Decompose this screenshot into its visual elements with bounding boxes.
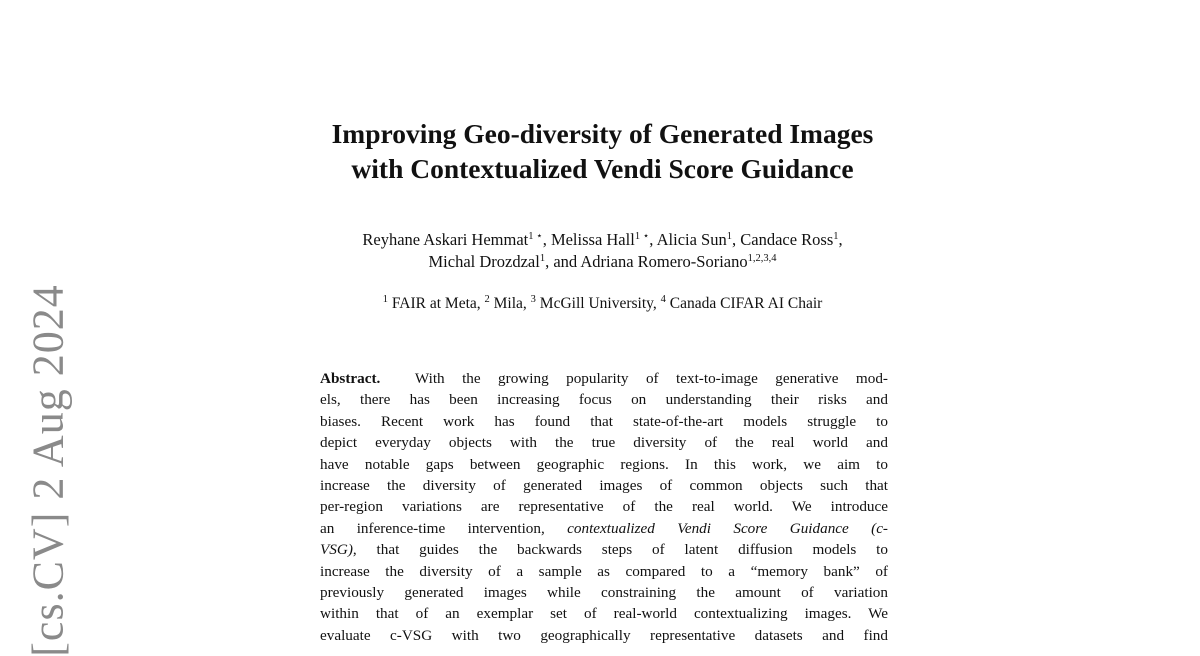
abstract-line: biases. Recent work has found that state-of-the-art models struggle to bbox=[320, 412, 888, 430]
abstract-line: previously generated images while constraining the amount of variation bbox=[320, 583, 888, 601]
title-line-1: Improving Geo-diversity of Generated Images bbox=[331, 118, 874, 149]
author-name: Reyhane Askari Hemmat bbox=[362, 230, 529, 249]
author-name: Michal Drozdzal bbox=[428, 252, 540, 271]
author-affiliation-mark: 1 bbox=[539, 253, 546, 264]
author-name: Adriana Romero-Soriano bbox=[580, 252, 748, 271]
abstract-line: increase the diversity of a sample as compared to a “memory bank” of bbox=[320, 562, 888, 580]
abstract-line: increase the diversity of generated images of common objects such that bbox=[320, 476, 888, 494]
affiliation-number: 3 bbox=[530, 294, 536, 305]
abstract-line bbox=[320, 539, 888, 560]
abstract-line: within that of an exemplar set of real-world contextualizing images. We bbox=[320, 605, 888, 623]
affiliation-name: McGill University, bbox=[535, 295, 661, 312]
affiliation-number: 1 bbox=[382, 294, 388, 305]
abstract-line: have notable gaps between geographic regions. In this work, we aim to bbox=[320, 455, 888, 473]
affiliations bbox=[240, 294, 965, 314]
author-line-1 bbox=[240, 229, 965, 251]
abstract bbox=[320, 368, 888, 646]
abstract-line bbox=[320, 368, 888, 389]
author-separator: , and bbox=[545, 252, 581, 271]
author-affiliation-mark: 1 ⋆ bbox=[528, 231, 543, 242]
abstract-text: With the growing popularity of text-to-image generative mod- bbox=[414, 370, 888, 387]
author-affiliation-mark: 1 bbox=[726, 231, 732, 242]
author-name: Alicia Sun bbox=[656, 230, 727, 249]
author-separator: , bbox=[838, 230, 843, 249]
author-separator: , bbox=[542, 230, 551, 249]
abstract-line: evaluate c-VSG with two geographically representative datasets and find bbox=[320, 626, 888, 644]
author-list bbox=[240, 229, 965, 273]
author-affiliation-mark: 1 bbox=[833, 231, 839, 242]
title-line-2: with Contextualized Vendi Score Guidance bbox=[351, 153, 854, 184]
method-name-italic: contextualized Vendi Score Guidance (c- bbox=[567, 519, 888, 537]
affiliation-number: 2 bbox=[484, 294, 490, 305]
abstract-text: an inference-time intervention, bbox=[320, 519, 568, 537]
abstract-line: per-region variations are representative of the real world. We introduce bbox=[320, 498, 888, 516]
arxiv-identifier-stamp bbox=[22, 283, 74, 656]
paper-title bbox=[240, 116, 965, 186]
author-line-2 bbox=[240, 251, 965, 273]
abstract-line: depict everyday objects with the true diversity of the real world and bbox=[320, 434, 888, 452]
author-affiliation-mark: 1,2,3,4 bbox=[747, 253, 777, 264]
method-name-italic: VSG) bbox=[320, 541, 353, 559]
abstract-text: , that guides the backwards steps of latent diffusion models to bbox=[352, 541, 888, 559]
affiliation-name: Mila, bbox=[489, 295, 531, 312]
affiliation-name: Canada CIFAR AI Chair bbox=[665, 295, 823, 312]
author-name: Melissa Hall bbox=[550, 230, 635, 249]
author-separator: , bbox=[649, 230, 657, 249]
abstract-line: els, there has been increasing focus on understanding their risks and bbox=[320, 391, 888, 409]
affiliation-number: 4 bbox=[660, 294, 666, 305]
author-name: Candace Ross bbox=[740, 230, 834, 249]
abstract-line bbox=[320, 518, 888, 539]
author-separator: , bbox=[731, 230, 741, 249]
abstract-heading: Abstract. bbox=[320, 370, 381, 387]
arxiv-stamp-text: [cs.CV] 2 Aug 2024 bbox=[23, 283, 73, 656]
author-affiliation-mark: 1 ⋆ bbox=[634, 231, 650, 242]
affiliation-name: FAIR at Meta, bbox=[387, 295, 485, 312]
